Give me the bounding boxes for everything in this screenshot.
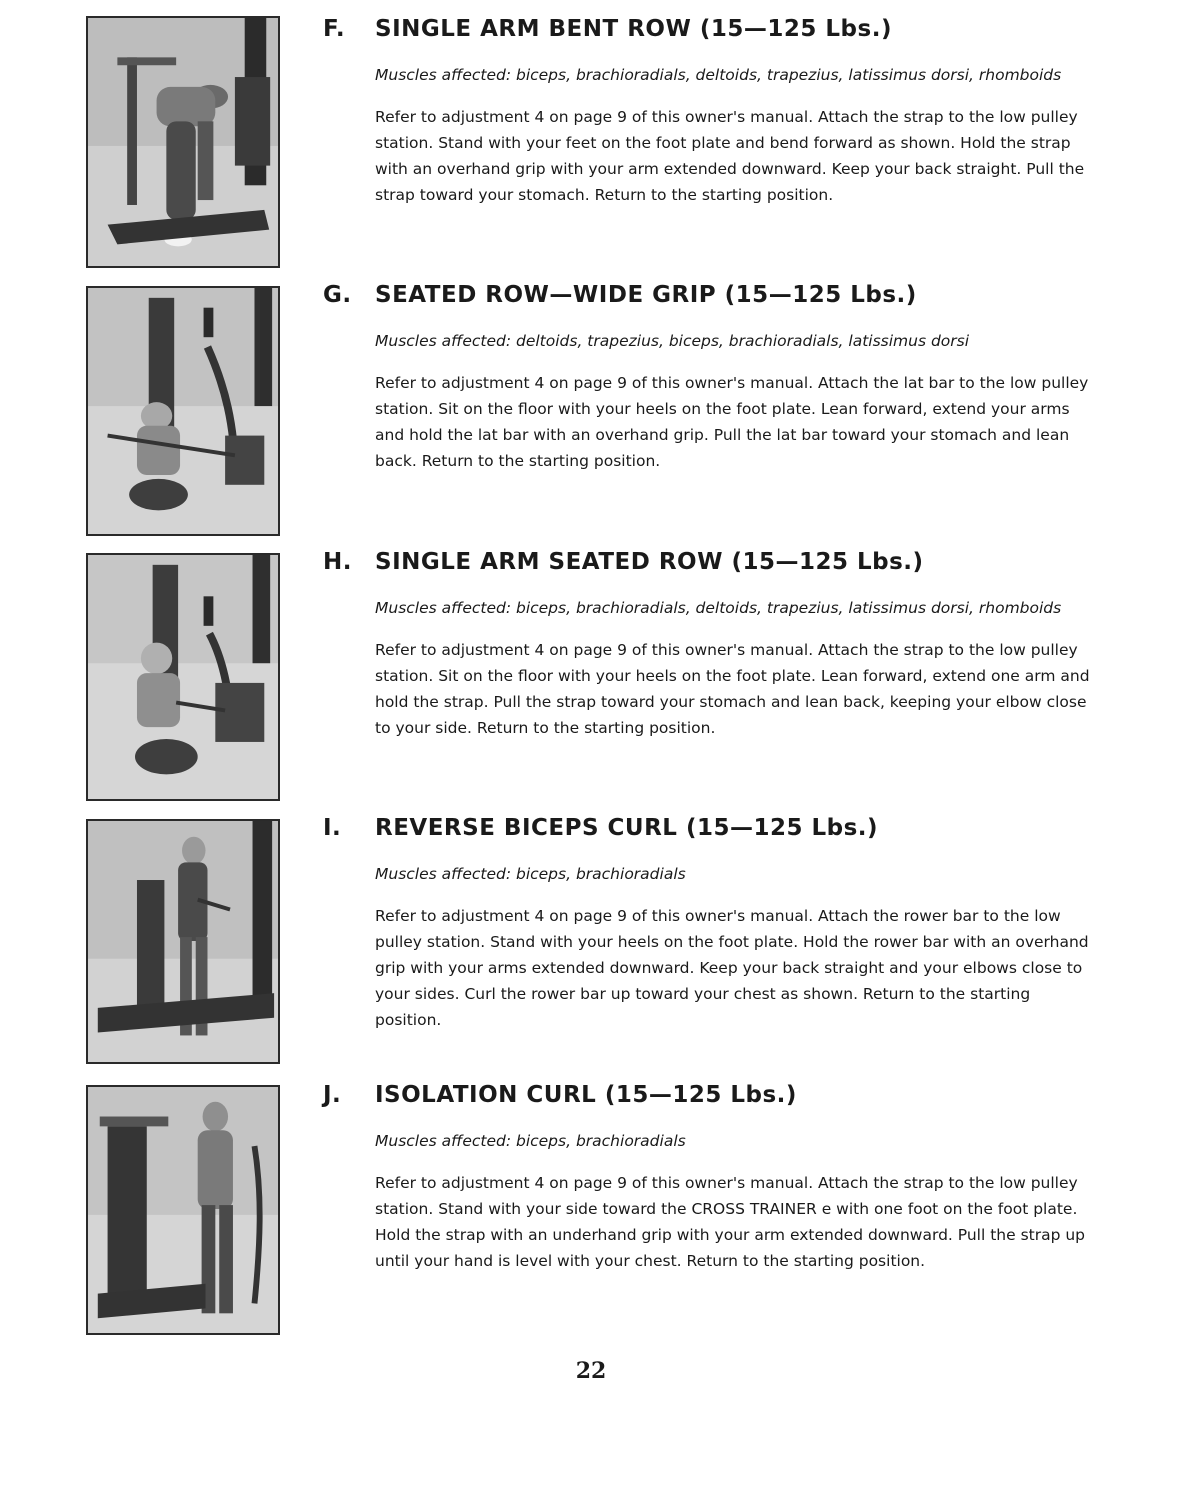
exercise-photo-icon xyxy=(88,18,278,266)
exercise-photo-icon xyxy=(88,821,278,1062)
exercise-title: SINGLE ARM SEATED ROW (15—125 Lbs.) xyxy=(375,549,924,575)
muscles-affected: Muscles affected: biceps, brachioradials, deltoids, trapezius, latissimus dorsi, rhomboids xyxy=(375,599,1062,617)
exercise-instructions: Refer to adjustment 4 on page 9 of this owner's manual. Attach the strap to the low pulley station. Sit on the floor with your heels on the foot plate. Lean forward, extend one arm and hold the strap. Pull the strap toward your stomach and lean back, keeping your elbow close to your side. Return to the starting position. xyxy=(375,641,1090,737)
muscles-affected: Muscles affected: biceps, brachioradials xyxy=(375,1132,686,1150)
photo-single-arm-bent-row xyxy=(86,16,280,268)
exercise-letter: F. xyxy=(323,16,346,42)
exercise-instructions: Refer to adjustment 4 on page 9 of this owner's manual. Attach the strap to the low pulley station. Stand with your side toward the CROSS TRAINER e with one foot on the foot plate. Hold the strap with an underhand grip with your arm extended downward. Pull the strap up until your hand is level with your chest. Return to the starting position. xyxy=(375,1174,1086,1270)
exercise-letter: G. xyxy=(323,282,352,308)
exercise-section-h xyxy=(323,549,1103,741)
exercise-letter: J. xyxy=(323,1082,342,1108)
photo-reverse-biceps-curl xyxy=(86,819,280,1064)
exercise-title: REVERSE BICEPS CURL (15—125 Lbs.) xyxy=(375,815,879,841)
exercise-photo-icon xyxy=(88,555,278,799)
exercise-letter: I. xyxy=(323,815,342,841)
exercise-instructions: Refer to adjustment 4 on page 9 of this owner's manual. Attach the rower bar to the low pulley station. Stand with your heels on the foot plate. Hold the rower bar with an overhand grip with your arms extended downward. Keep your back straight and your elbows close to your sides. Curl the rower bar up toward your chest as shown. Return to the starting position. xyxy=(375,907,1089,1029)
exercise-section-f xyxy=(323,16,1103,208)
exercise-section-j xyxy=(323,1082,1103,1274)
exercise-photo-icon xyxy=(88,1087,278,1333)
page-number: 22 xyxy=(575,1358,607,1384)
muscles-affected: Muscles affected: biceps, brachioradials xyxy=(375,865,686,883)
exercise-title: SINGLE ARM BENT ROW (15—125 Lbs.) xyxy=(375,16,892,42)
muscles-affected: Muscles affected: biceps, brachioradials, deltoids, trapezius, latissimus dorsi, rhomboids xyxy=(375,66,1062,84)
exercise-heading xyxy=(323,16,1103,50)
photo-single-arm-seated-row xyxy=(86,553,280,801)
photo-seated-row-wide-grip xyxy=(86,286,280,536)
exercise-letter: H. xyxy=(323,549,352,575)
exercise-heading xyxy=(323,815,1103,849)
exercise-heading xyxy=(323,549,1103,583)
exercise-title: SEATED ROW—WIDE GRIP (15—125 Lbs.) xyxy=(375,282,917,308)
muscles-affected: Muscles affected: deltoids, trapezius, biceps, brachioradials, latissimus dorsi xyxy=(375,332,970,350)
exercise-heading xyxy=(323,1082,1103,1116)
exercise-instructions: Refer to adjustment 4 on page 9 of this owner's manual. Attach the strap to the low pulley station. Stand with your feet on the foot plate and bend forward as shown. Hold the strap with an overhand grip with your arm extended downward. Keep your back straight. Pull the strap toward your stomach. Return to the starting position. xyxy=(375,108,1085,204)
exercise-title: ISOLATION CURL (15—125 Lbs.) xyxy=(375,1082,797,1108)
exercise-section-g xyxy=(323,282,1103,474)
exercise-heading xyxy=(323,282,1103,316)
exercise-instructions: Refer to adjustment 4 on page 9 of this owner's manual. Attach the lat bar to the low pulley station. Sit on the floor with your heels on the foot plate. Lean forward, extend your arms and hold the lat bar with an overhand grip. Pull the lat bar toward your stomach and lean back. Return to the starting position. xyxy=(375,374,1089,470)
photo-isolation-curl xyxy=(86,1085,280,1335)
exercise-photo-icon xyxy=(88,288,278,534)
exercise-section-i xyxy=(323,815,1103,1033)
